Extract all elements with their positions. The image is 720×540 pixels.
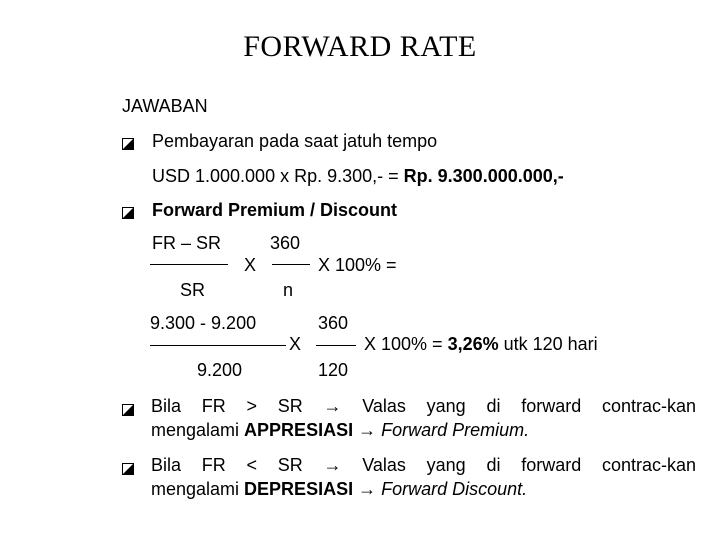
item4-line2: [151, 479, 527, 500]
word: >: [246, 396, 257, 416]
item4-line1: [151, 455, 696, 476]
word: Valas: [362, 455, 406, 475]
square-bullet-icon: [122, 462, 134, 480]
formula-times: X: [244, 255, 257, 275]
word: SR: [277, 396, 303, 416]
word: contrac-kan: [601, 396, 696, 416]
word: FR: [201, 455, 226, 475]
word: di: [486, 396, 501, 416]
arrow-right-icon: →: [323, 455, 342, 475]
line2-prefix: mengalami: [151, 420, 245, 440]
arrow-right-icon: →: [323, 396, 342, 416]
formula-fraction-bar-2: [272, 264, 310, 265]
formula-numerator-2: 360: [270, 233, 301, 253]
line2-prefix: mengalami: [151, 479, 245, 499]
item3-line1: [151, 396, 696, 417]
example-suffix-prefix: X 100% =: [364, 334, 448, 354]
square-bullet-icon: [122, 403, 134, 421]
example-denominator-2: 120: [318, 360, 349, 380]
item2-label: Forward Premium / Discount: [152, 200, 398, 220]
word: SR: [277, 455, 303, 475]
calc-result: Rp. 9.300.000.000,-: [403, 166, 564, 186]
formula-numerator-1: FR – SR: [152, 233, 222, 253]
formula-fraction-bar-1: [150, 264, 228, 265]
item1-calculation: [152, 166, 564, 187]
word: <: [246, 455, 257, 475]
line2-keyword: APPRESIASI: [244, 420, 354, 440]
formula-suffix: X 100% =: [318, 255, 397, 275]
arrow-right-icon: →: [353, 479, 382, 499]
line2-keyword: DEPRESIASI: [244, 479, 354, 499]
example-numerator-1: 9.300 - 9.200: [150, 313, 257, 333]
square-bullet-icon: [122, 137, 134, 155]
word: contrac-kan: [601, 455, 696, 475]
square-bullet-icon: [122, 206, 134, 224]
word: forward: [521, 396, 582, 416]
word: FR: [201, 396, 226, 416]
word: di: [486, 455, 501, 475]
example-fraction-bar-2: [316, 345, 356, 346]
word: Bila: [151, 455, 182, 475]
example-fraction-bar-1: [150, 345, 286, 346]
item1-label: Pembayaran pada saat jatuh tempo: [152, 131, 438, 151]
item3-line2: [151, 420, 529, 441]
example-suffix: [364, 334, 598, 355]
example-suffix-end: utk 120 hari: [498, 334, 598, 354]
line2-italic: Forward Premium.: [381, 420, 530, 440]
formula-denominator-2: n: [283, 280, 294, 300]
calc-prefix: USD 1.000.000 x Rp. 9.300,- =: [152, 166, 404, 186]
example-denominator-1: 9.200: [197, 360, 243, 380]
word: yang: [426, 455, 466, 475]
word: yang: [426, 396, 466, 416]
section-heading: JAWABAN: [122, 96, 208, 116]
page-title: FORWARD RATE: [243, 30, 477, 63]
word: Valas: [362, 396, 406, 416]
word: forward: [521, 455, 582, 475]
example-numerator-2: 360: [318, 313, 349, 333]
formula-denominator-1: SR: [180, 280, 206, 300]
arrow-right-icon: →: [353, 420, 382, 440]
line2-italic: Forward Discount.: [381, 479, 528, 499]
example-result: 3,26%: [447, 334, 499, 354]
example-times: X: [289, 334, 302, 354]
word: Bila: [151, 396, 182, 416]
